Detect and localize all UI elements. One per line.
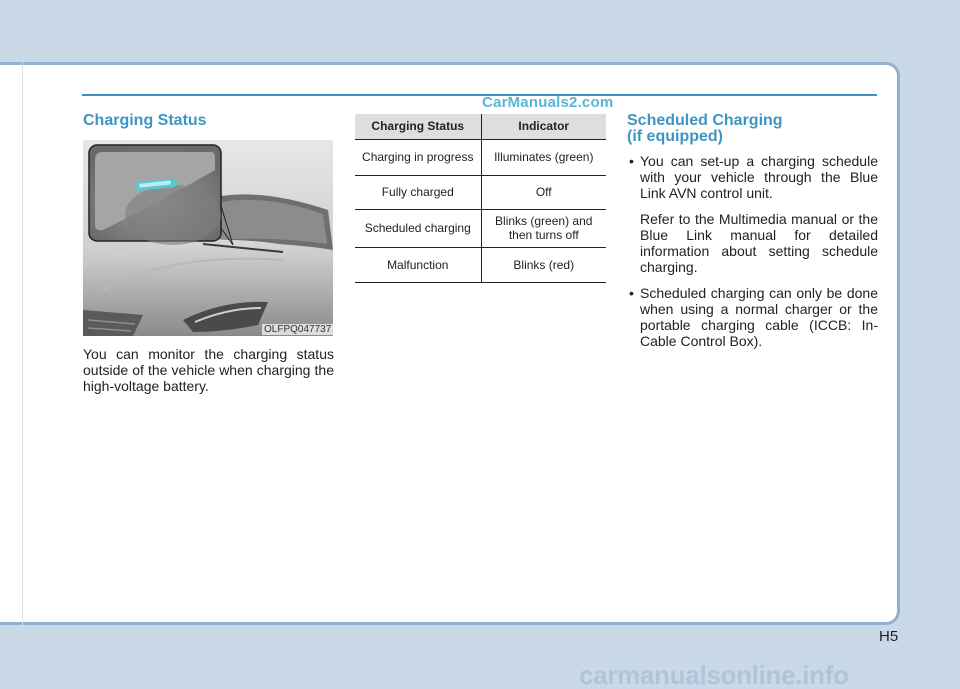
charging-status-table — [355, 114, 606, 283]
table-row — [355, 175, 606, 209]
list-item — [627, 153, 878, 275]
page-margin-line — [22, 62, 23, 625]
scheduled-charging-heading: Scheduled Charging — [627, 112, 783, 129]
list-item — [627, 285, 878, 349]
watermark-bottom: carmanualsonline.info — [579, 660, 849, 689]
header-rule — [82, 94, 877, 96]
charging-status-heading: Charging Status — [83, 112, 207, 129]
table-row — [355, 247, 606, 282]
figure-code: OLFPQ047737 — [264, 324, 332, 335]
bullet-text: You can set-up a charging schedule with your vehicle through the Blue Link AVN control unit. — [640, 153, 878, 201]
charging-status-description: You can monitor the charging status outside of the vehicle when charging the high-voltage battery. — [83, 346, 334, 394]
scheduled-charging-subheading: (if equipped) — [627, 128, 723, 145]
table-header-row — [355, 114, 606, 139]
vehicle-figure — [83, 140, 333, 336]
car-illustration — [83, 140, 333, 336]
table-cell-indicator: Off — [481, 175, 606, 209]
table-cell-indicator: Blinks (red) — [481, 247, 606, 282]
table-cell-indicator: Blinks (green) and then turns off — [481, 209, 606, 247]
table-cell-indicator: Illuminates (green) — [481, 139, 606, 175]
table-cell-status: Malfunction — [355, 247, 481, 282]
table-cell-status: Fully charged — [355, 175, 481, 209]
bullet-text: Scheduled charging can only be done when using a normal charger or the portable charging cable (ICCB: In-Cable Control Box). — [640, 285, 878, 349]
bullet-note: Refer to the Multimedia manual or the Blue Link manual for detailed information about setting schedule charging. — [640, 211, 878, 275]
table-cell-status: Charging in progress — [355, 139, 481, 175]
table-row — [355, 139, 606, 175]
page-number: H5 — [879, 628, 899, 645]
scheduled-charging-list — [627, 153, 878, 349]
table-header-indicator: Indicator — [481, 114, 606, 139]
watermark-top: CarManuals2.com — [482, 94, 614, 111]
table-row — [355, 209, 606, 247]
table-header-status: Charging Status — [355, 114, 481, 139]
table-cell-status: Scheduled charging — [355, 209, 481, 247]
